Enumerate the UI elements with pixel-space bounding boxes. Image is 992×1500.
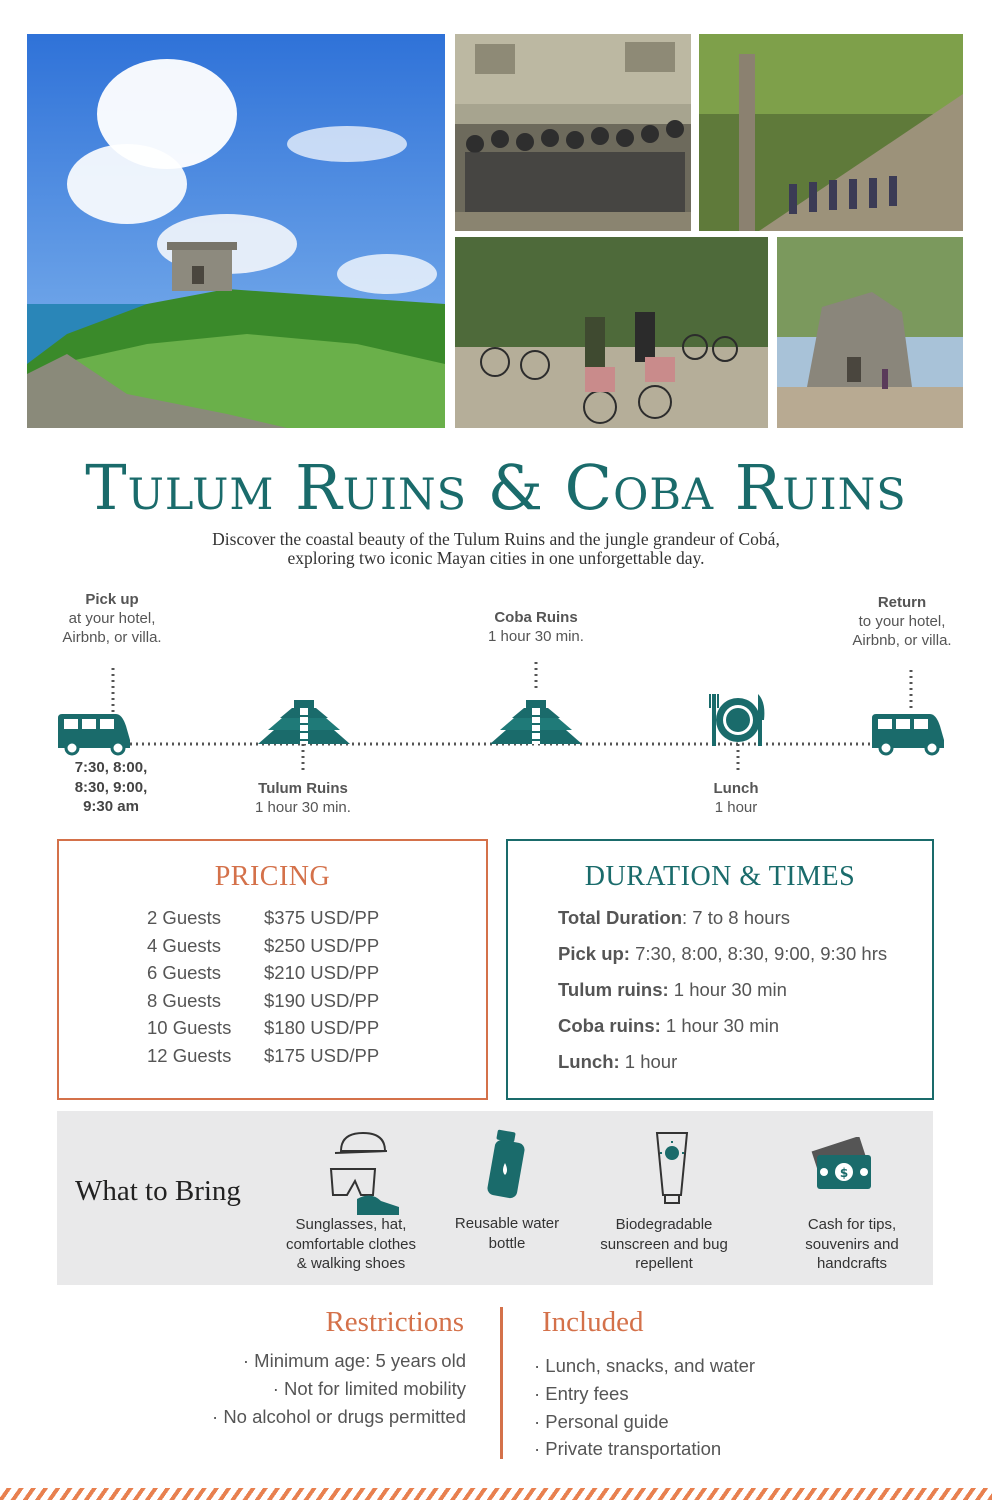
list-item: · Entry fees	[534, 1382, 629, 1404]
return-line-1: to your hotel,	[858, 613, 946, 630]
list-item: · Minimum age: 5 years old	[242, 1350, 466, 1371]
timeline-return-label	[832, 593, 972, 650]
pickup-times-line-2: 8:30, 9:00,	[74, 778, 148, 796]
pricing-box	[57, 839, 488, 1100]
cash-icon	[809, 1137, 873, 1197]
price-value: $175 USD/PP	[264, 1044, 380, 1066]
list-item: · Lunch, snacks, and water	[534, 1355, 756, 1376]
bring-item-sunscreen	[589, 1215, 739, 1274]
what-to-bring-title: What to Bring	[75, 1175, 241, 1207]
return-line-2: Airbnb, or villa.	[852, 632, 952, 649]
coba-pyramid-photo	[777, 237, 963, 428]
pickup-line-2: Airbnb, or villa.	[62, 629, 162, 646]
pricing-row	[147, 1017, 379, 1045]
timeline-graphic	[0, 660, 992, 770]
pricing-row	[147, 962, 379, 990]
duration-label: Total Duration	[558, 907, 683, 928]
list-item: · No alcohol or drugs permitted	[212, 1405, 466, 1427]
pricing-row	[147, 935, 379, 963]
water-bottle-icon	[485, 1129, 529, 1199]
pickup-times-line-3: 9:30 am	[83, 798, 139, 815]
lunch-duration: 1 hour	[714, 799, 758, 816]
page-title: Tulum Ruins & Coba Ruins	[85, 451, 907, 524]
timeline-pickup-label	[42, 590, 182, 647]
pricing-list	[147, 907, 379, 1073]
pickup-times-line-1: 7:30, 8:00,	[74, 759, 148, 776]
price-value: $250 USD/PP	[264, 934, 380, 956]
guests-count: 10 Guests	[147, 1017, 232, 1039]
pickup-line-1: at your hotel,	[68, 610, 156, 627]
plate-cutlery-icon	[709, 694, 764, 746]
included-title: Included	[542, 1306, 644, 1338]
duration-value: 1 hour 30 min	[668, 979, 787, 1000]
duration-row	[558, 1051, 887, 1087]
tulum-cliff-photo	[27, 34, 445, 428]
duration-label: Tulum ruins:	[558, 979, 669, 1000]
timeline-coba-label	[456, 608, 616, 646]
duration-list	[558, 907, 887, 1087]
bring-item-line: repellent	[635, 1255, 693, 1272]
timeline-tulum-label	[223, 779, 383, 817]
guests-count: 6 Guests	[147, 962, 222, 984]
bring-item-line: comfortable clothes	[285, 1235, 417, 1253]
pickup-times	[56, 758, 166, 817]
duration-label: Lunch:	[558, 1051, 620, 1072]
pickup-title: Pick up	[85, 591, 139, 608]
tulum-duration: 1 hour 30 min.	[255, 799, 351, 816]
guests-count: 4 Guests	[147, 934, 222, 956]
duration-title: DURATION & TIMES	[584, 861, 856, 892]
van-icon	[58, 714, 130, 754]
duration-value: 7 to 8 hours	[687, 907, 790, 928]
duration-value: 7:30, 8:00, 8:30, 9:00, 9:30 hrs	[629, 943, 888, 964]
pricing-row	[147, 990, 379, 1018]
duration-box	[506, 839, 934, 1100]
bring-item-line: Reusable water	[454, 1215, 560, 1232]
tulum-title: Tulum Ruins	[258, 780, 348, 797]
bring-item-clothes	[267, 1215, 435, 1274]
hat-clothes-shoes-icon	[327, 1121, 403, 1217]
svg-text:$: $	[839, 1166, 849, 1180]
guests-count: 2 Guests	[147, 907, 222, 928]
duration-label: Pick up:	[558, 943, 630, 964]
duration-value: 1 hour	[619, 1051, 678, 1072]
bring-item-line: bottle	[488, 1234, 526, 1252]
bring-item-line: Sunglasses, hat,	[295, 1216, 407, 1233]
section-divider	[500, 1307, 503, 1459]
lunch-title: Lunch	[713, 780, 759, 797]
restrictions-title: Restrictions	[325, 1306, 464, 1338]
duration-sep: :	[682, 907, 688, 928]
guests-count: 12 Guests	[147, 1044, 232, 1066]
bring-item-line: sunscreen and bug	[600, 1235, 728, 1253]
coba-crowd-photo	[699, 34, 963, 231]
van-icon	[872, 714, 944, 754]
price-value: $190 USD/PP	[264, 989, 380, 1011]
return-title: Return	[877, 594, 927, 611]
duration-row	[558, 943, 887, 979]
pricing-row	[147, 1045, 379, 1073]
bring-item-bottle	[437, 1214, 577, 1253]
bring-item-line: souvenirs and	[805, 1235, 899, 1253]
price-value: $180 USD/PP	[264, 1017, 380, 1039]
included-list	[534, 1355, 755, 1466]
sunscreen-icon	[647, 1129, 697, 1209]
duration-label: Coba ruins:	[558, 1015, 661, 1036]
bring-item-line: Cash for tips,	[807, 1216, 897, 1233]
bring-item-cash	[777, 1215, 927, 1274]
price-value: $210 USD/PP	[264, 962, 380, 984]
bring-item-line: & walking shoes	[296, 1255, 406, 1272]
coba-duration: 1 hour 30 min.	[488, 628, 584, 645]
timeline-lunch-label	[676, 779, 796, 817]
pricing-row	[147, 907, 379, 935]
group-photo	[455, 34, 691, 231]
restrictions-list	[212, 1350, 466, 1433]
bikes-photo	[455, 237, 768, 428]
pyramid-icon	[258, 700, 350, 744]
pricing-title: PRICING	[214, 861, 331, 892]
duration-row	[558, 1015, 887, 1051]
duration-row	[558, 979, 887, 1015]
subtitle-line-1: Discover the coastal beauty of the Tulum Ruins and the jungle grandeur of Cobá,	[212, 529, 780, 549]
list-item: · Private transportation	[534, 1438, 722, 1460]
guests-count: 8 Guests	[147, 989, 222, 1011]
coba-title: Coba Ruins	[494, 609, 578, 626]
list-item: · Not for limited mobility	[272, 1377, 466, 1399]
bring-item-line: Biodegradable	[615, 1216, 713, 1233]
what-to-bring-panel	[57, 1111, 933, 1285]
bottom-stripe-border	[0, 1488, 992, 1500]
bring-item-line: handcrafts	[816, 1255, 888, 1272]
duration-value: 1 hour 30 min	[660, 1015, 780, 1036]
pyramid-icon	[490, 700, 582, 744]
duration-row	[558, 907, 887, 943]
price-value: $375 USD/PP	[264, 907, 380, 928]
page-subtitle	[130, 530, 862, 568]
list-item: · Personal guide	[534, 1410, 669, 1432]
subtitle-line-2: exploring two iconic Mayan cities in one unforgettable day.	[287, 548, 705, 568]
